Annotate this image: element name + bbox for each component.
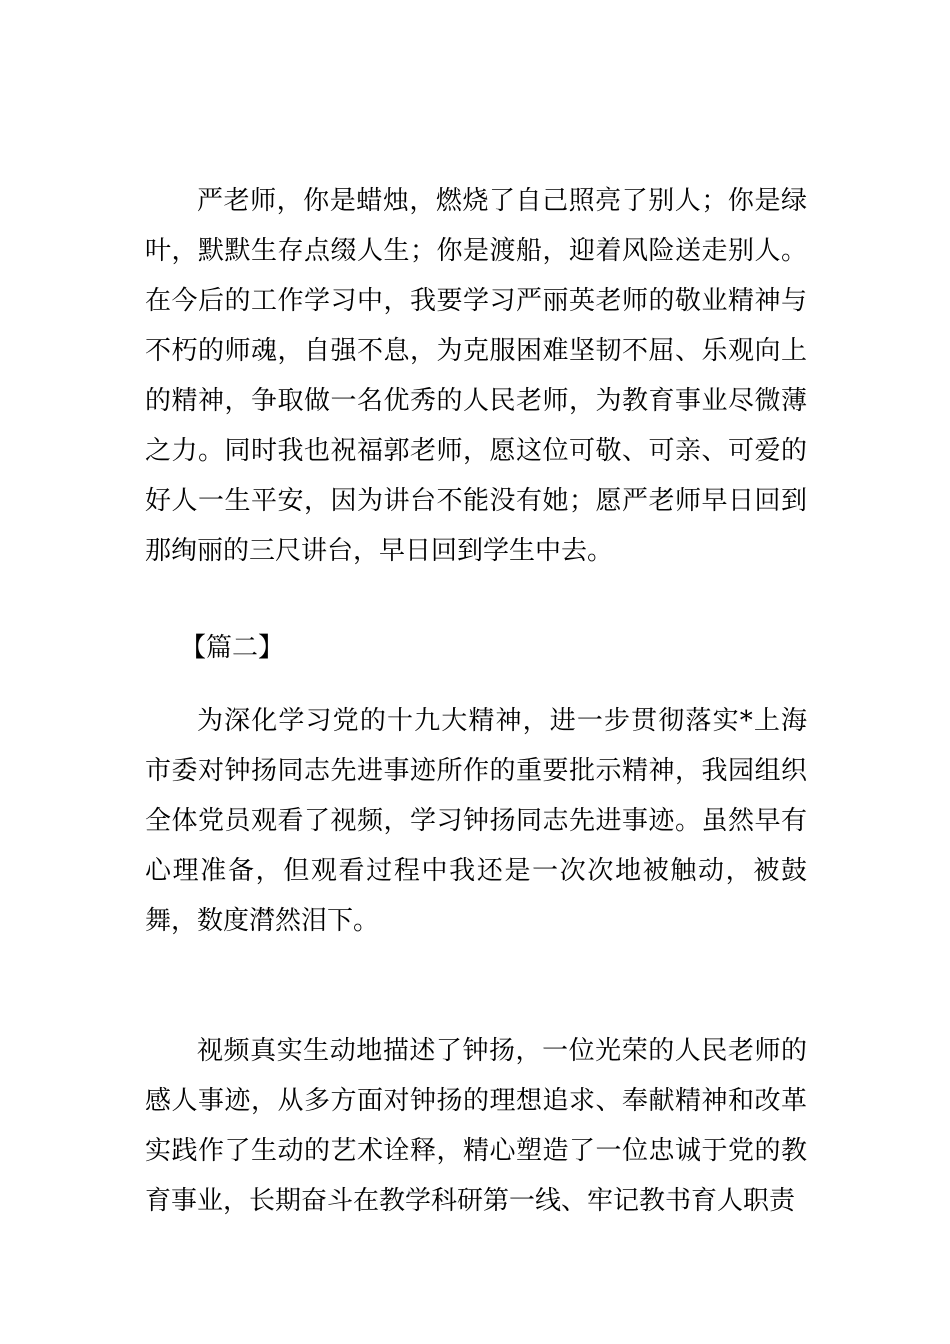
section-heading: 【篇二】 bbox=[180, 633, 285, 663]
paragraph-2: 为深化学习党的十九大精神，进一步贯彻落实*上海市委对钟扬同志先进事迹所作的重要批示精神，我园组织全体党员观看了视频，学习钟扬同志先进事迹。虽然早有心理准备，但观看过程中我还是一次次地被触动，被鼓舞，数度潸然泪下。 bbox=[145, 706, 807, 936]
paragraph-1: 严老师，你是蜡烛，燃烧了自己照亮了别人；你是绿叶，默默生存点缀人生；你是渡船，迎着风险送走别人。在今后的工作学习中，我要学习严丽英老师的敬业精神与不朽的师魂，自强不息，为克服困难坚韧不屈、乐观向上的精神，争取做一名优秀的人民老师，为教育事业尽微薄之力。同时我也祝福郭老师，愿这位可敬、可亲、可爱的好人一生平安，因为讲台不能没有她；愿严老师早日回到那绚丽的三尺讲台，早日回到学生中去。 bbox=[145, 186, 807, 566]
paragraph-3: 视频真实生动地描述了钟扬，一位光荣的人民老师的感人事迹，从多方面对钟扬的理想追求、奉献精神和改革实践作了生动的艺术诠释，精心塑造了一位忠诚于党的教育事业，长期奋斗在教学科研第一线、牢记教书育人职责 bbox=[145, 1036, 807, 1216]
